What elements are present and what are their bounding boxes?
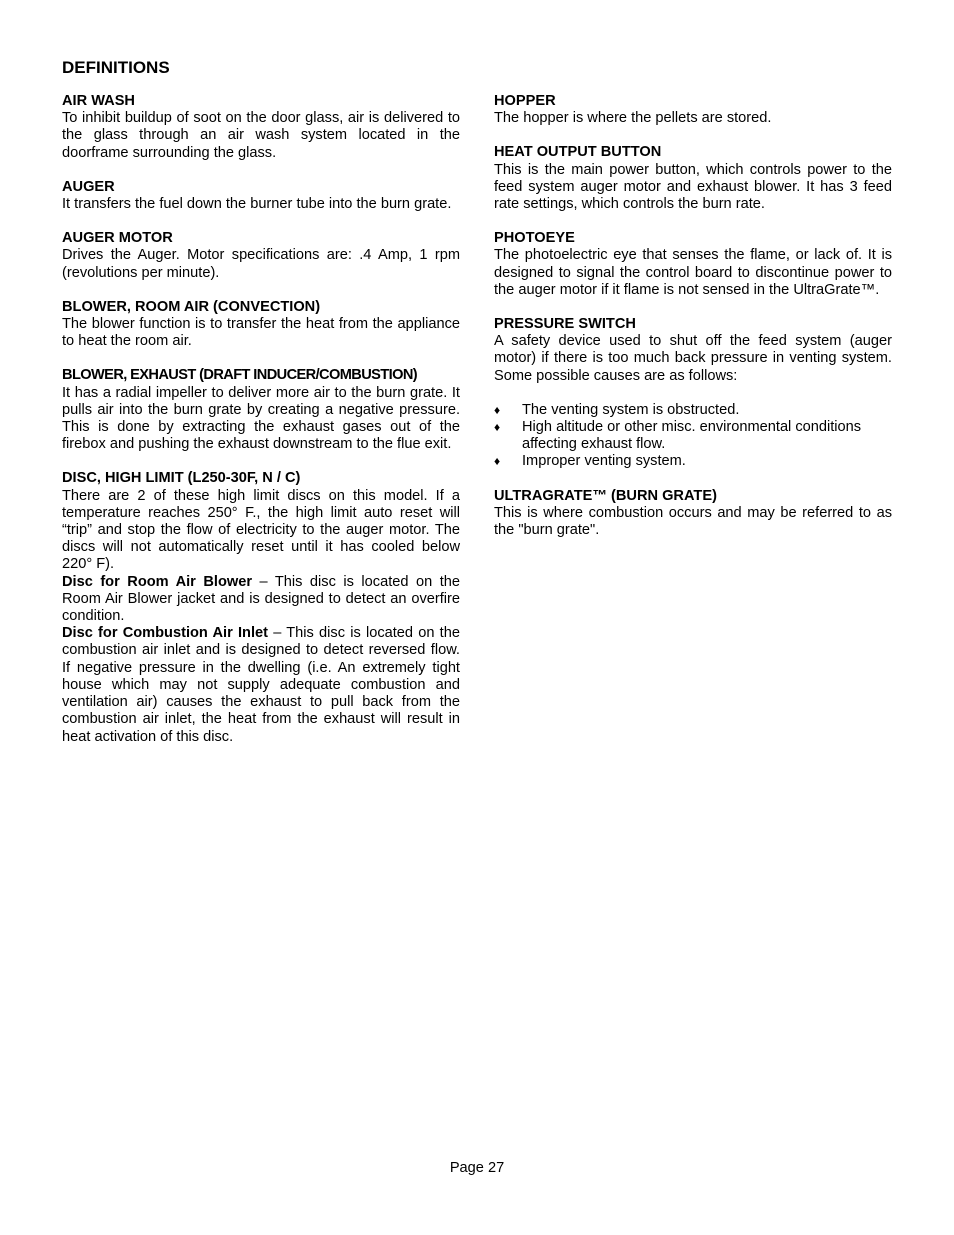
definition-title: HEAT OUTPUT BUTTON — [494, 144, 662, 161]
right-column — [494, 93, 892, 556]
definition-title: BLOWER, EXHAUST (DRAFT INDUCER/COMBUSTION) — [62, 367, 418, 384]
definition-title: BLOWER, ROOM AIR (CONVECTION) — [62, 298, 321, 315]
definition-air-wash — [62, 93, 460, 162]
page-title: DEFINITIONS — [62, 58, 170, 77]
list-item-text: Improper venting system. — [522, 453, 686, 470]
disc-room-air-blower — [62, 574, 460, 626]
definition-body: The hopper is where the pellets are stored. — [494, 110, 772, 127]
left-column — [62, 93, 460, 763]
list-item-text: The venting system is obstructed. — [522, 401, 740, 418]
definition-photoeye — [494, 230, 892, 299]
definition-title: PRESSURE SWITCH — [494, 316, 636, 333]
definition-body: This is the main power button, which controls power to the feed system auger motor and exhaust blower. It has 3 feed rate settings, which controls the burn rate. — [494, 161, 892, 213]
definition-body: There are 2 of these high limit discs on this model. If a temperature reaches 250° F., the high limit auto reset will “trip” and stop the flow of electricity to the auger motor. The discs will not automatically reset until it has cooled below 220° F). — [62, 487, 460, 573]
list-item-text: High altitude or other misc. environmental conditions affecting exhaust flow. — [522, 419, 862, 453]
definition-title: PHOTOEYE — [494, 230, 575, 247]
diamond-bullet-icon: ♦ — [494, 420, 501, 435]
causes-list — [494, 402, 892, 471]
definition-body: To inhibit buildup of soot on the door glass, air is delivered to the glass through an air wash system located in the doorframe surrounding the glass. — [62, 110, 460, 161]
definition-disc-high-limit — [62, 470, 460, 745]
definition-body: Drives the Auger. Motor specifications are: .4 Amp, 1 rpm (revolutions per minute). — [62, 247, 460, 281]
list-item — [494, 402, 892, 419]
list-item — [494, 419, 892, 453]
sub-definition-label: Disc for Combustion Air Inlet — [62, 625, 268, 642]
sub-definition-text: – This disc is located on the combustion air inlet and is designed to detect reversed flow. If negative pressure in the dwelling (i.e. An extremely tight house which may not supply adequate combustion and ventilation air) causes the exhaust to pull back from the combustion air inlet, the heat from the exhaust will result in heat activation of this disc. — [62, 625, 460, 745]
definition-title: DISC, HIGH LIMIT (L250-30F, N / C) — [62, 470, 301, 487]
definition-title: AUGER MOTOR — [62, 230, 173, 247]
definition-hopper — [494, 93, 892, 127]
definition-body: The blower function is to transfer the heat from the appliance to heat the room air. — [62, 316, 460, 350]
definition-heat-output-button — [494, 144, 892, 213]
definition-body: It has a radial impeller to deliver more air to the burn grate. It pulls air into the burn grate by creating a negative pressure. This is done by extracting the exhaust gases out of the firebox and pushing the exhaust downstream to the flue exit. — [62, 384, 460, 453]
definition-title: HOPPER — [494, 93, 556, 109]
definition-auger-motor — [62, 230, 460, 282]
diamond-bullet-icon: ♦ — [494, 402, 501, 417]
definition-auger — [62, 179, 460, 213]
definition-pressure-switch — [494, 316, 892, 471]
definition-body: The photoelectric eye that senses the flame, or lack of. It is designed to signal the control board to discontinue power to the auger motor if it flame is not sensed in the UltraGrate™. — [494, 247, 892, 298]
definition-ultragrate — [494, 488, 892, 540]
sub-definition-label: Disc for Room Air Blower — [62, 573, 253, 590]
disc-combustion-air-inlet — [62, 625, 460, 745]
definition-body: It transfers the fuel down the burner tube into the burn grate. — [62, 196, 452, 213]
page-number: Page 27 — [449, 1160, 505, 1176]
list-item — [494, 453, 892, 470]
definition-title: AUGER — [62, 178, 115, 195]
definition-body: A safety device used to shut off the feed system (auger motor) if there is too much back pressure in venting system. Some possible causes are as follows: — [494, 333, 892, 384]
definition-title: ULTRAGRATE™ (BURN GRATE) — [494, 487, 717, 504]
definition-body: This is where combustion occurs and may be referred to as the "burn grate". — [494, 504, 892, 539]
definition-title: AIR WASH — [62, 93, 135, 109]
sub-definition-text: – This disc is located on the Room Air Blower jacket and is designed to detect an overfire condition. — [62, 573, 460, 625]
definition-blower-room-air — [62, 299, 460, 351]
definition-blower-exhaust — [62, 367, 460, 453]
diamond-bullet-icon: ♦ — [494, 454, 501, 469]
